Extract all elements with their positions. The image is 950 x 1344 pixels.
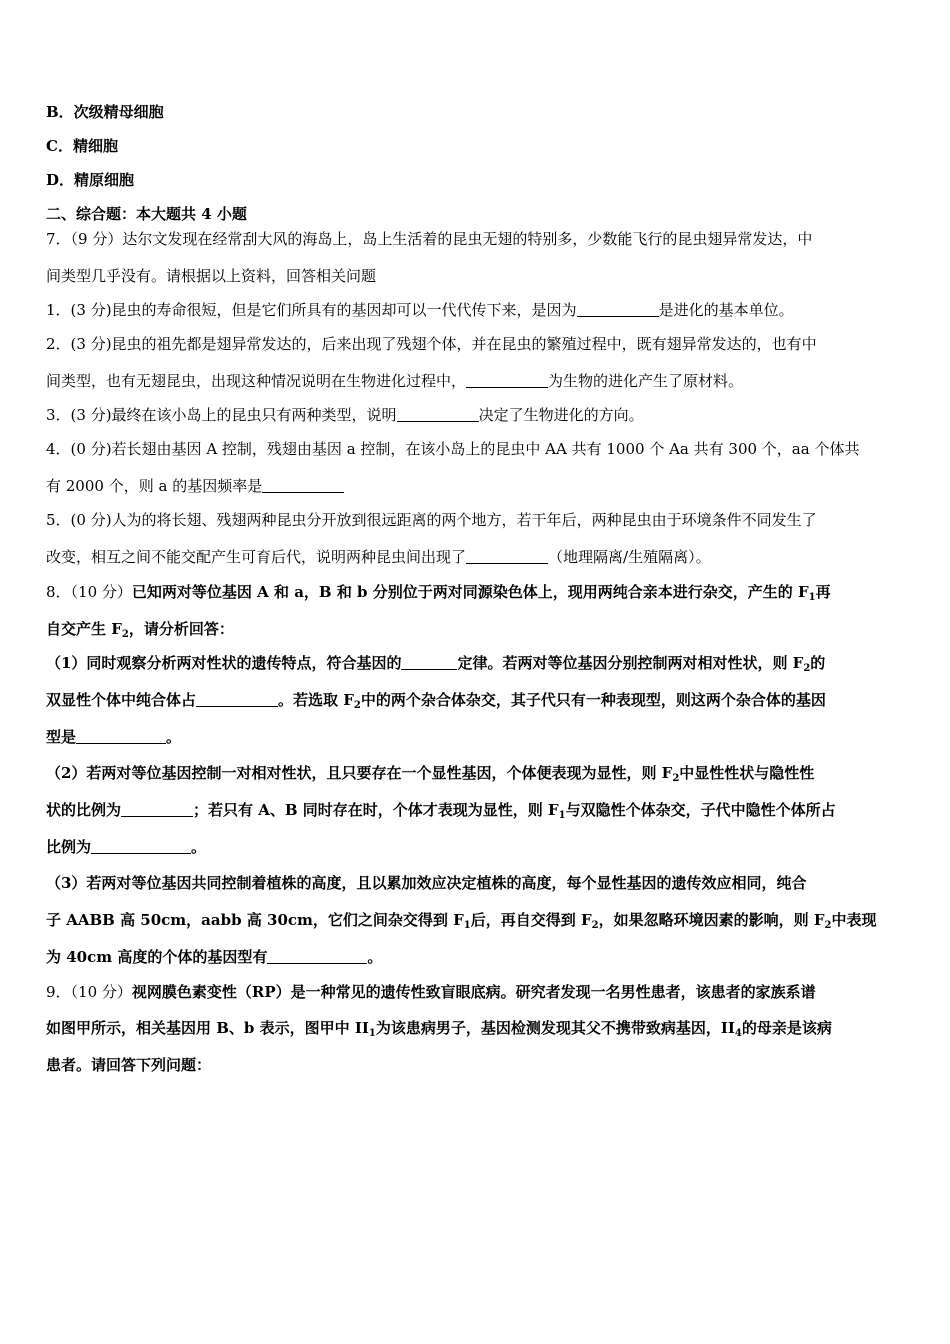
answer-blank[interactable] (577, 302, 659, 317)
answer-blank[interactable] (262, 478, 344, 493)
answer-blank[interactable] (91, 839, 191, 854)
option-b: B．次级精母细胞 (46, 103, 164, 121)
q7-part3: 3．(3 分)最终在该小岛上的昆虫只有两种类型，说明 决定了生物进化的方向。 (46, 406, 644, 424)
q9-line3: 患者。请回答下列问题： (46, 1056, 212, 1074)
q7-part2-line2: 间类型，也有无翅昆虫，出现这种情况说明在生物进化过程中， 为生物的进化产生了原材料。 (46, 372, 744, 390)
q7-part5-line1: 5．(0 分)人为的将长翅、残翅两种昆虫分开放到很远距离的两个地方，若干年后，两种昆虫由于环境条件不同发生了 (46, 511, 817, 529)
q8-sub1-line2: 双显性个体中纯合体占 。若选取 $F_2$中的两个杂合体杂交，其子代只有一种表现型，则这两个杂合体的基因 (46, 691, 826, 711)
q7-part4-line1: 4．(0 分)若长翅由基因 A 控制，残翅由基因 a 控制，在该小岛上的昆虫中 AA 共有 1000 个 Aa 共有 300 个，aa 个体共 (46, 440, 860, 458)
answer-blank[interactable] (397, 407, 479, 422)
option-c: C．精细胞 (46, 137, 118, 155)
answer-blank[interactable] (121, 802, 193, 817)
q8-sub1-line1: （1）同时观察分析两对性状的遗传特点，符合基因的 定律。若两对等位基因分别控制两对相对性状，则 $F_2$的 (46, 654, 826, 674)
q8-sub2-line2: 状的比例为 ；若只有 A、B 同时存在时，个体才表现为显性，则 $F_1$与双隐性个体杂交，子代中隐性个体所占 (46, 801, 836, 821)
answer-blank[interactable] (76, 729, 166, 744)
answer-blank[interactable] (466, 549, 548, 564)
q7-part2-line1: 2．(3 分)昆虫的祖先都是翅异常发达的，后来出现了残翅个体，并在昆虫的繁殖过程中，既有翅异常发达的，也有中 (46, 335, 817, 353)
q8-intro-line1: 8．（10 分）已知两对等位基因 A 和 a，B 和 b 分别位于两对同源染色体上，现用两纯合亲本进行杂交，产生的 $F_1$再 (46, 583, 831, 603)
q8-sub3-line1: （3）若两对等位基因共同控制着植株的高度，且以累加效应决定植株的高度，每个显性基因的遗传效应相同，纯合 (46, 874, 807, 892)
answer-blank[interactable] (466, 373, 548, 388)
q8-intro-line2: 自交产生 $F_2$，请分析回答： (46, 620, 234, 640)
q7-part5-line2: 改变，相互之间不能交配产生可育后代，说明两种昆虫间出现了 （地理隔离/生殖隔离）。 (46, 548, 711, 566)
option-d: D．精原细胞 (46, 171, 135, 189)
q8-sub3-line3: 为 40cm 高度的个体的基因型有 。 (46, 948, 383, 966)
q8-sub2-line1: （2）若两对等位基因控制一对相对性状，且只要存在一个显性基因，个体便表现为显性，则 $F_2$中显性性状与隐性性 (46, 764, 815, 784)
section-heading: 二、综合题：本大题共 4 小题 (46, 205, 247, 223)
q9-line1: 9．（10 分）视网膜色素变性（RP）是一种常见的遗传性致盲眼底病。研究者发现一名男性患者，该患者的家族系谱 (46, 983, 816, 1001)
answer-blank[interactable] (267, 949, 367, 964)
q9-line2: 如图甲所示，相关基因用 B、b 表示，图甲中 $II_1$为该患病男子，基因检测发现其父不携带致病基因，$II_4$的母亲是该病 (46, 1019, 832, 1039)
q8-sub1-line3: 型是 。 (46, 728, 182, 746)
q8-sub2-line3: 比例为 。 (46, 838, 207, 856)
q7-part4-line2: 有 2000 个，则 a 的基因频率是 (46, 476, 344, 496)
answer-blank[interactable] (401, 655, 457, 670)
answer-blank[interactable] (196, 692, 278, 707)
q7-part1: 1．(3 分)昆虫的寿命很短，但是它们所具有的基因却可以一代代传下来，是因为 是进化的基本单位。 (46, 301, 794, 319)
q7-intro-line1: 7．（9 分）达尔文发现在经常刮大风的海岛上，岛上生活着的昆虫无翅的特别多，少数能飞行的昆虫翅异常发达，中 (46, 230, 813, 248)
q7-intro-line2: 间类型几乎没有。请根据以上资料，回答相关问题 (46, 267, 377, 285)
q8-sub3-line2: 子 AABB 高 50cm，aabb 高 30cm，它们之间杂交得到 $F_1$后，再自交得到 $F_2$，如果忽略环境因素的影响，则 $F_2$中表现 (46, 911, 877, 931)
